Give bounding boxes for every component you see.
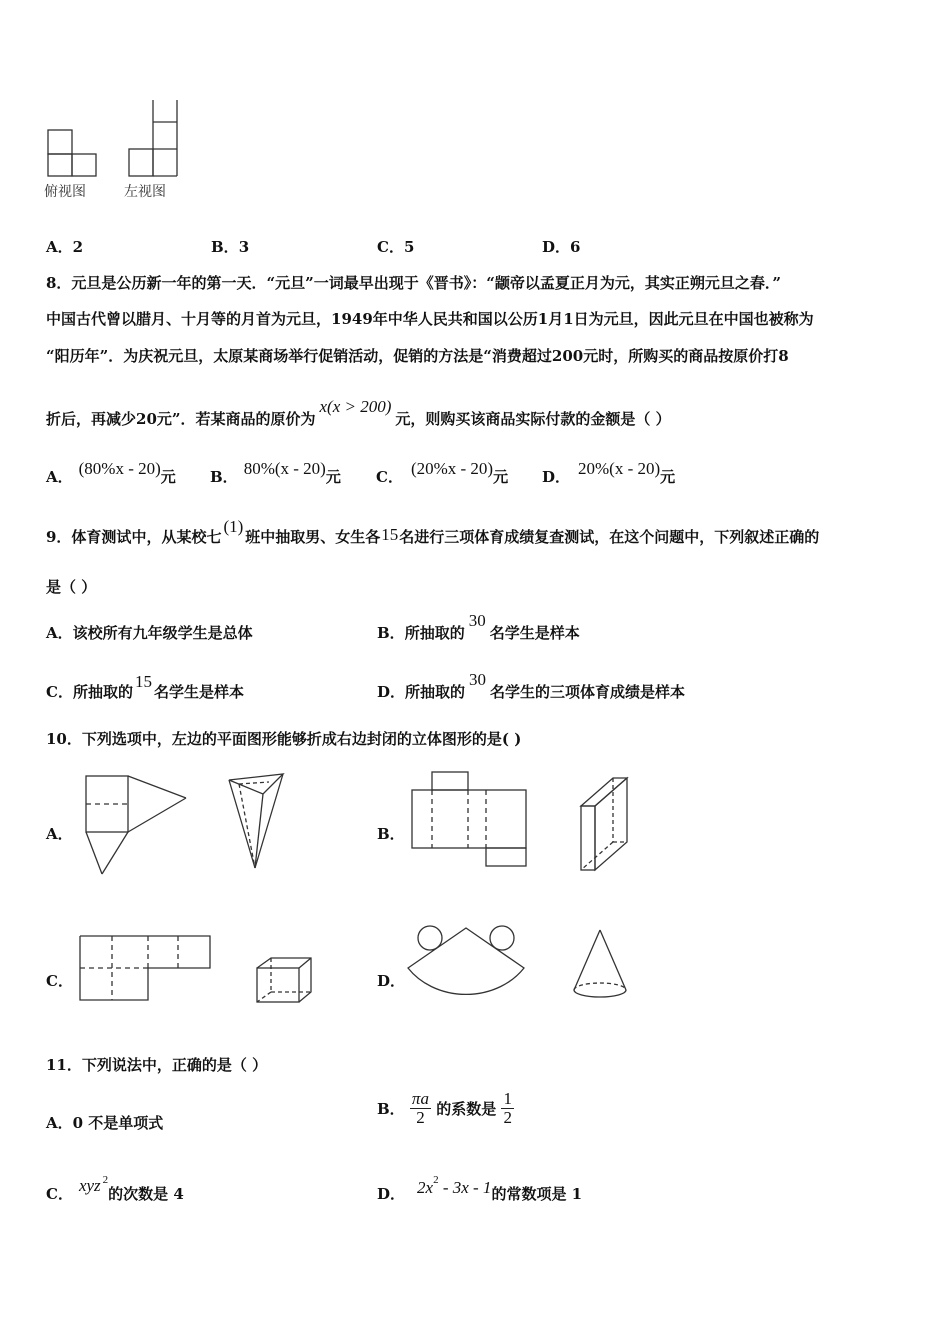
q11-stem: 11．下列说法中，正确的是（ ） [46,1056,268,1074]
q9-option-a[interactable]: A．该校所有九年级学生是总体 [46,624,253,642]
q10-option-c-label[interactable]: C． [46,972,73,990]
q8-line-3: “阳历年”．为庆祝元旦，太原某商场举行促销活动，促销的方法是“消费超过200元时，所购买的商品按原价打8 [46,347,789,365]
q9-option-b[interactable]: B．所抽取的30名学生是样本 [377,611,580,642]
q10-c-net [76,932,216,1002]
q10-a-net [80,770,200,880]
top-view-figure [45,128,105,188]
q11-option-b[interactable]: B． $\frac{\pi a}{2}$ 的系数是 $\frac{1}{2}$ [377,1089,512,1127]
q10-a-solid [225,770,295,870]
q7-option-d[interactable]: D．6 [542,238,581,256]
q8-price-math: x(x > 200) [319,397,392,416]
q10-stem: 10．下列选项中，左边的平面图形能够折成右边封闭的立体图形的是( ) [46,730,522,748]
q10-option-b-label[interactable]: B． [377,825,405,843]
q10-option-a-label[interactable]: A． [46,825,73,843]
q9-option-c[interactable]: C．所抽取的15名学生是样本 [46,672,244,701]
q10-b-net [408,768,538,878]
left-view-label: 左视图 [124,184,166,200]
q8-option-a[interactable]: A． (80%x - 20)元 [46,459,176,486]
q8-line-1: 8．元旦是公历新一年的第一天．“元旦”一词最早出现于《晋书》：“颛帝以孟夏正月为元，其实正朔元旦之春．” [46,274,781,292]
q11-b-fraction: $\frac{\pi a}{2}$ [411,1089,429,1127]
q11-b-coefficient: $\frac{1}{2}$ [503,1089,512,1127]
q10-b-solid [575,768,645,878]
q9-stem-line-2: 是（ ） [46,578,97,596]
q10-d-net [402,922,532,1012]
q11-option-a[interactable]: A．0 不是单项式 [46,1114,164,1132]
q10-d-solid [568,926,638,1006]
top-view-label: 俯视图 [44,184,86,200]
q11-option-d[interactable]: D． $2x^2 - 3x - 1$的常数项是 1 [377,1174,583,1203]
q9-option-d[interactable]: D．所抽取的30名学生的三项体育成绩是样本 [377,670,686,701]
q7-option-a[interactable]: A．2 [46,238,84,256]
left-view-figure [127,100,187,180]
q9-stem-line-1: 9．体育测试中，从某校七(1)班中抽取男、女生各15名进行三项体育成绩复查测试，在这个问题中，下列叙述正确的 [46,517,820,546]
q8-line-4: 折后，再减少20元”．若某商品的原价为x(x > 200)元，则购买该商品实际付款的金额是（ ） [46,397,671,428]
q11-option-c[interactable]: C． xyz $^2$的次数是 4 [46,1174,184,1203]
q8-option-c[interactable]: C． (20%x - 20)元 [376,459,509,486]
q8-option-d[interactable]: D． 20%(x - 20)元 [542,459,676,486]
q10-c-solid [253,954,323,1014]
q10-option-d-label[interactable]: D． [377,972,406,990]
q7-option-b[interactable]: B．3 [211,238,250,256]
q8-option-b[interactable]: B． 80%(x - 20)元 [210,459,341,486]
q8-line-2: 中国古代曾以腊月、十月等的月首为元旦，1949年中华人民共和国以公历1月1日为元旦，因此元旦在中国也被称为 [46,310,814,328]
q7-option-c[interactable]: C．5 [377,238,415,256]
